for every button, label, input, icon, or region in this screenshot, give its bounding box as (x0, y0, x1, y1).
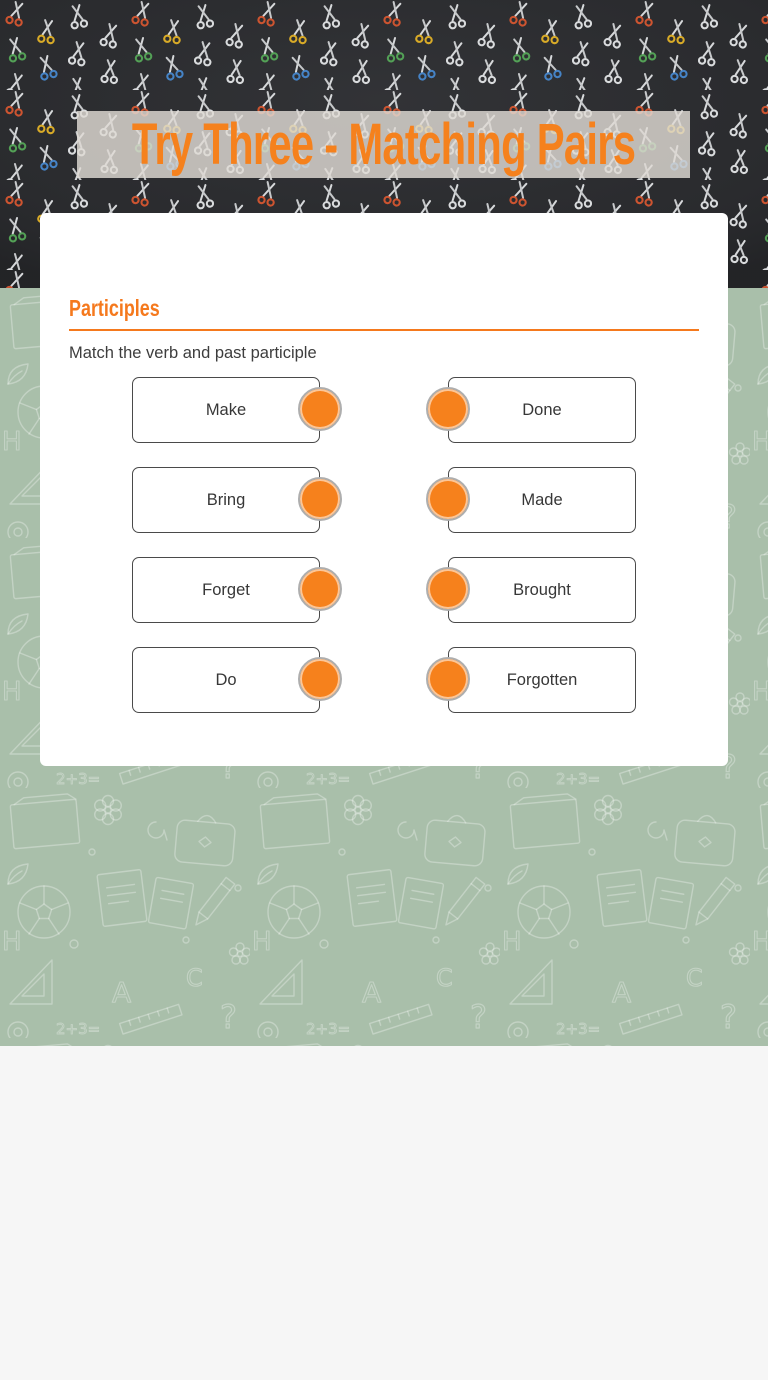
match-item-label: Do (215, 670, 237, 689)
match-item-label: Forget (202, 580, 250, 599)
page-footer-area (0, 1046, 768, 1380)
section-title: Participles (69, 295, 160, 321)
match-item-left[interactable] (132, 467, 320, 533)
match-item-left[interactable] (132, 647, 320, 713)
orange-dot-connector-icon[interactable] (426, 567, 470, 611)
orange-dot-connector-icon[interactable] (426, 477, 470, 521)
orange-dot-connector-icon[interactable] (426, 387, 470, 431)
match-item-right[interactable] (448, 557, 636, 623)
match-item-label: Forgotten (506, 670, 578, 689)
match-row (40, 377, 728, 443)
match-item-left[interactable] (132, 557, 320, 623)
match-item-right[interactable] (448, 647, 636, 713)
match-item-left[interactable] (132, 377, 320, 443)
instruction-text: Match the verb and past participle (69, 344, 317, 362)
orange-dot-connector-icon[interactable] (298, 387, 342, 431)
worksheet-title-banner (77, 111, 690, 178)
section-divider (69, 329, 699, 331)
match-item-right[interactable] (448, 467, 636, 533)
orange-dot-connector-icon[interactable] (298, 477, 342, 521)
match-item-label: Bring (206, 490, 246, 509)
matching-pairs-area (40, 377, 728, 737)
match-item-right[interactable] (448, 377, 636, 443)
match-item-label: Made (521, 490, 563, 509)
match-item-label: Make (205, 400, 247, 419)
orange-dot-connector-icon[interactable] (426, 657, 470, 701)
match-item-label: Brought (513, 580, 571, 599)
worksheet-card (40, 213, 728, 766)
match-row (40, 557, 728, 623)
match-row (40, 467, 728, 533)
orange-dot-connector-icon[interactable] (298, 567, 342, 611)
worksheet-title: Try Three - Matching Pairs (131, 112, 636, 177)
match-row (40, 647, 728, 713)
match-item-label: Done (522, 400, 562, 419)
orange-dot-connector-icon[interactable] (298, 657, 342, 701)
